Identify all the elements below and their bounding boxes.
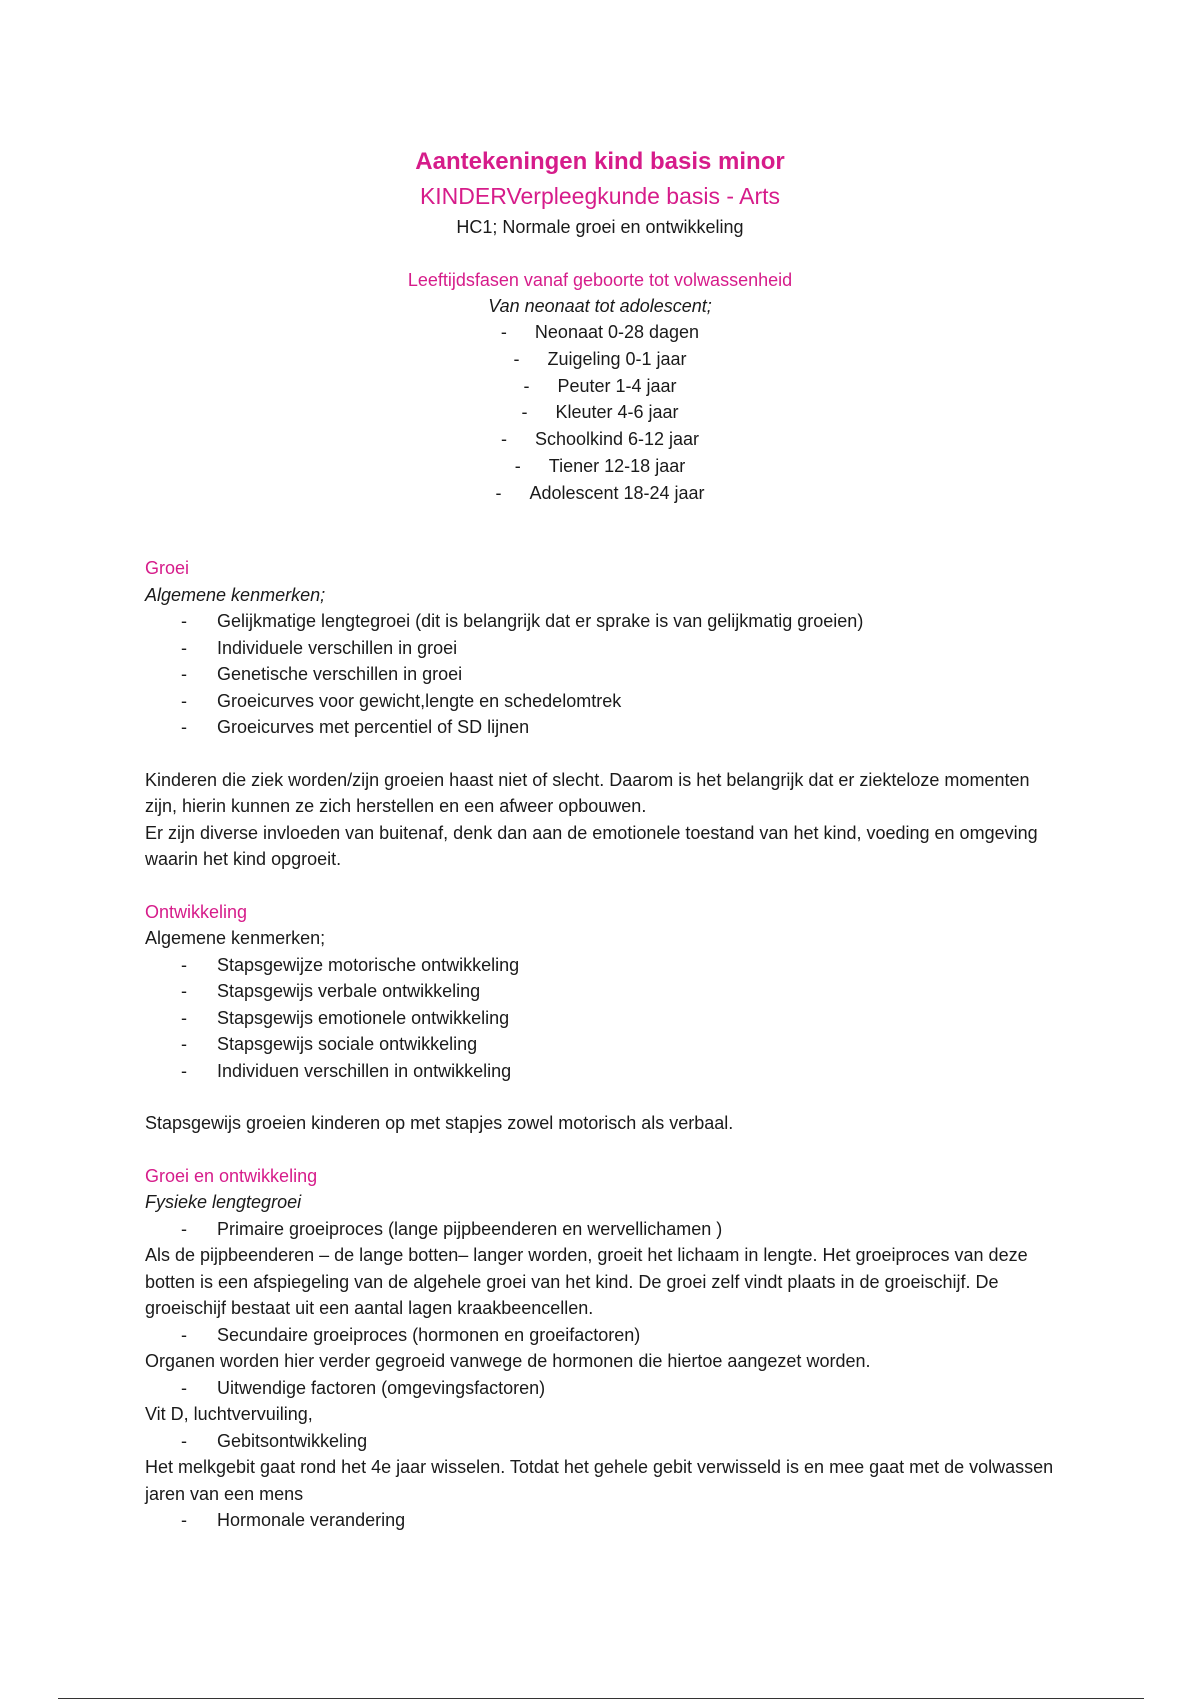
- ontwikkeling-section: [145, 899, 1065, 1137]
- list-item: - Stapsgewijs verbale ontwikkeling: [181, 978, 1065, 1005]
- paragraph: Vit D, luchtvervuiling,: [145, 1404, 313, 1424]
- section-title-groei-en-ontwikkeling: Groei en ontwikkeling: [145, 1165, 318, 1186]
- list-item: - Gebitsontwikkeling: [181, 1428, 1065, 1455]
- groei-section: [145, 555, 1065, 873]
- list-item: - Adolescent 18-24 jaar: [495, 482, 705, 503]
- list-item: - Zuigeling 0-1 jaar: [513, 348, 687, 369]
- list-item: - Groeicurves met percentiel of SD lijnen: [181, 714, 1065, 741]
- groei-ontwikkeling-section: [145, 1163, 1065, 1534]
- list-item: - Schoolkind 6-12 jaar: [500, 429, 700, 450]
- paragraph: Kinderen die ziek worden/zijn groeien haast niet of slecht. Daarom is het belangrijk dat er ziekteloze momenten zijn, hierin kunnen ze zich herstellen en een afweer opbouwen.: [145, 769, 1030, 816]
- section-subtitle: Fysieke lengtegroei: [145, 1192, 302, 1212]
- list-item: - Stapsgewijs emotionele ontwikkeling: [181, 1005, 1065, 1032]
- document-header: [0, 145, 1200, 241]
- section-title-ontwikkeling: Ontwikkeling: [145, 901, 248, 922]
- age-phases-title: Leeftijdsfasen vanaf geboorte tot volwassenheid: [407, 270, 793, 290]
- list-item: - Individuele verschillen in groei: [181, 635, 1065, 662]
- list-item: - Gelijkmatige lengtegroei (dit is belangrijk dat er sprake is van gelijkmatig groeien): [181, 608, 1065, 635]
- age-phases-subtitle: Van neonaat tot adolescent;: [488, 296, 712, 316]
- paragraph: Er zijn diverse invloeden van buitenaf, denk dan aan de emotionele toestand van het kind, voeding en omgeving waarin het kind opgroeit.: [145, 822, 1038, 869]
- section-subtitle: Algemene kenmerken;: [145, 928, 326, 948]
- lecture-title: HC1; Normale groei en ontwikkeling: [456, 217, 744, 237]
- list-item: - Hormonale verandering: [181, 1507, 1065, 1534]
- list-item: - Individuen verschillen in ontwikkeling: [181, 1058, 1065, 1085]
- paragraph: Als de pijpbeenderen – de lange botten– langer worden, groeit het lichaam in lengte. Het groeiproces van deze botten is een afspiegeling van de algehele groei van het kind. De groei zelf vindt plaats in de groeischijf. De groeischijf bestaat uit een aantal lagen kraakbeencellen.: [145, 1245, 1028, 1318]
- age-phases-list: [0, 319, 1200, 507]
- list-item: - Stapsgewijze motorische ontwikkeling: [181, 952, 1065, 979]
- section-subtitle: Algemene kenmerken;: [145, 584, 326, 605]
- list-item: - Uitwendige factoren (omgevingsfactoren): [181, 1375, 1065, 1402]
- list-item: - Secundaire groeiproces (hormonen en groeifactoren): [181, 1322, 1065, 1349]
- footer-divider: [58, 1698, 1144, 1699]
- list-item: - Neonaat 0-28 dagen: [500, 322, 700, 342]
- document-title: Aantekeningen kind basis minor: [415, 148, 785, 175]
- paragraph: Stapsgewijs groeien kinderen op met stapjes zowel motorisch als verbaal.: [145, 1113, 734, 1133]
- paragraph: Organen worden hier verder gegroeid vanwege de hormonen die hiertoe aangezet worden.: [145, 1351, 871, 1371]
- paragraph: Het melkgebit gaat rond het 4e jaar wisselen. Totdat het gehele gebit verwisseld is en mee gaat met de volwassen jaren van een mens: [145, 1457, 1054, 1504]
- list-item: - Genetische verschillen in groei: [181, 661, 1065, 688]
- groei-list: [145, 608, 1065, 741]
- ontwikkeling-list: [145, 952, 1065, 1085]
- list-item: - Stapsgewijs sociale ontwikkeling: [181, 1031, 1065, 1058]
- list-item: - Groeicurves voor gewicht,lengte en schedelomtrek: [181, 688, 1065, 715]
- document-subtitle: KINDERVerpleegkunde basis - Arts: [419, 183, 781, 209]
- age-phases-section: [0, 267, 1200, 507]
- document-body: [145, 555, 1065, 1534]
- section-title-groei: Groei: [145, 558, 190, 578]
- list-item: - Tiener 12-18 jaar: [514, 455, 686, 476]
- list-item: - Peuter 1-4 jaar: [523, 375, 677, 396]
- list-item: - Primaire groeiproces (lange pijpbeenderen en wervellichamen ): [181, 1216, 1065, 1243]
- list-item: - Kleuter 4-6 jaar: [521, 402, 679, 423]
